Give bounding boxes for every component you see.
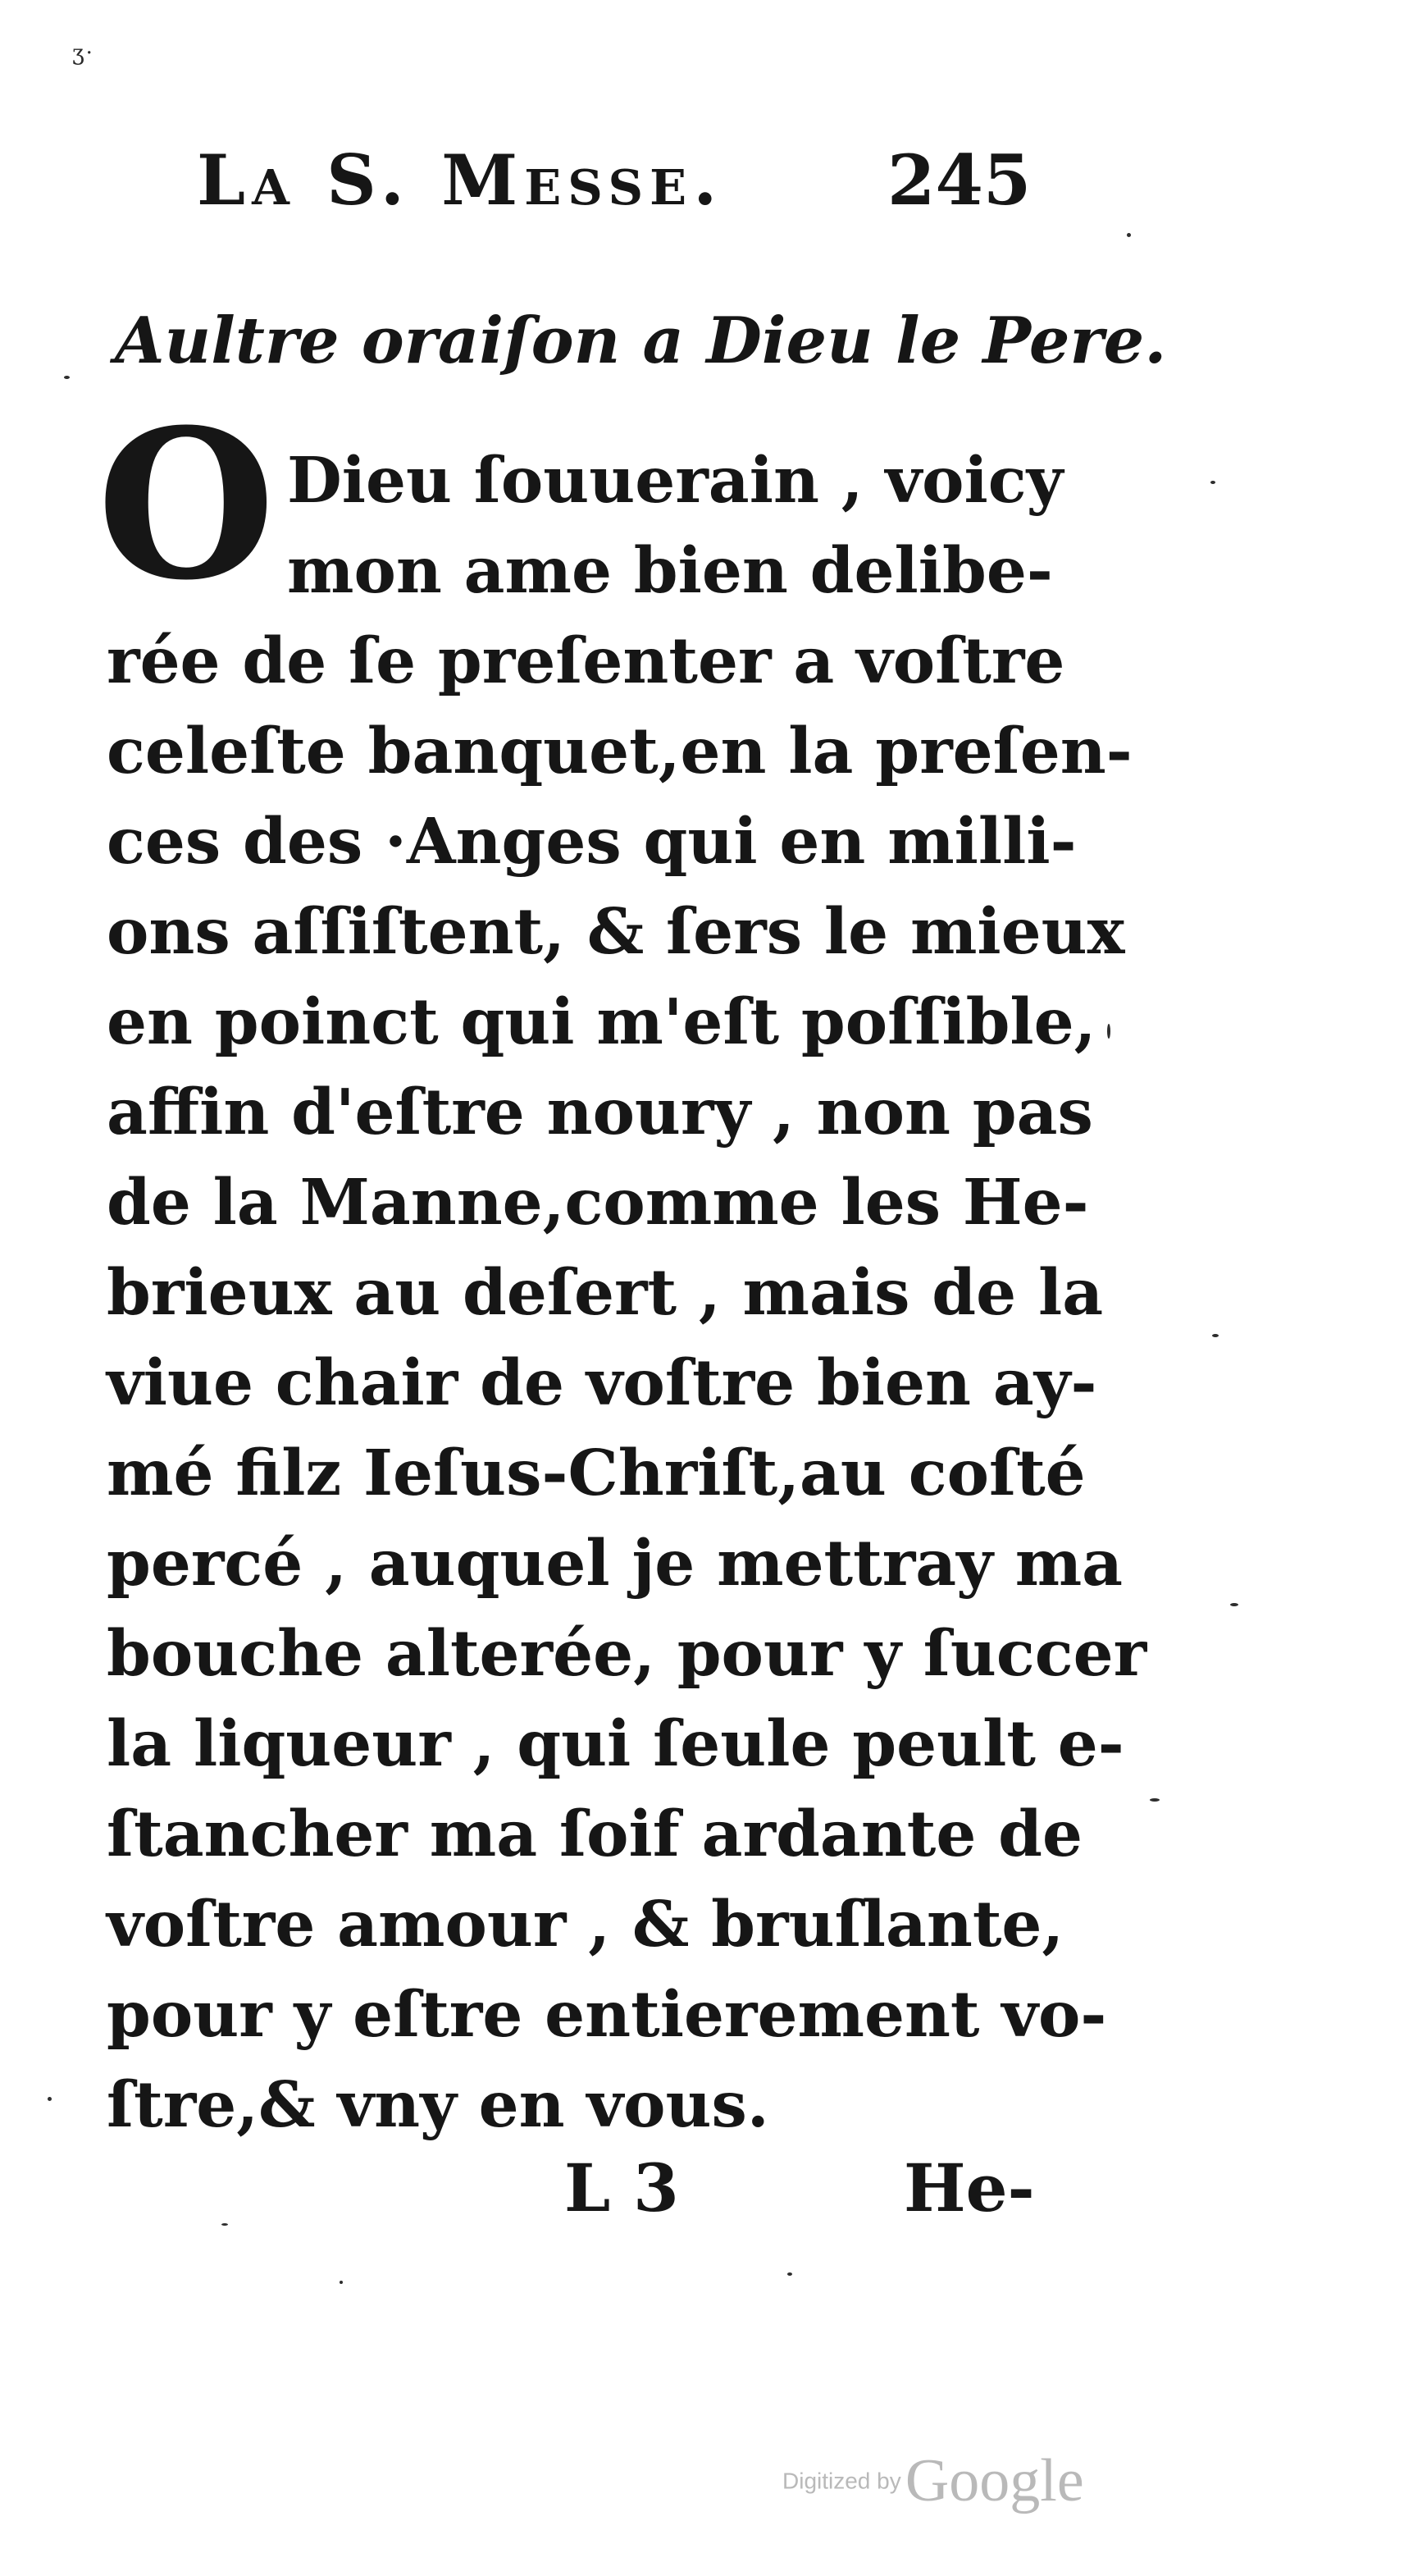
signature-mark: L 3 (564, 2149, 679, 2227)
text-line: percé , auquel je mettray ma (107, 1527, 1124, 1601)
text-line: pour y eſtre entierement vo- (107, 1978, 1107, 2052)
corner-mark: ʒ· (72, 41, 94, 66)
ink-speck (1230, 1603, 1238, 1606)
text-line: mé filz Ieſus-Chriſt,au coſté (107, 1436, 1086, 1510)
text-line: mon ame bien delibe- (287, 534, 1053, 608)
text-line: ſtancher ma ſoif ardante de (107, 1797, 1083, 1871)
text-line: brieux au deſert , mais de la (107, 1256, 1104, 1330)
text-line: ſtre,& vny en vous. (107, 2068, 769, 2142)
drop-cap: O (97, 384, 276, 625)
ink-speck (1127, 233, 1131, 237)
ink-speck (1150, 1798, 1160, 1802)
text-line: ces des ·Anges qui en milli- (107, 805, 1077, 879)
ink-speck (340, 2281, 343, 2284)
text-line: bouche alterée, pour y ſuccer (107, 1617, 1147, 1691)
ink-speck (48, 2097, 52, 2101)
section-heading: Aultre oraiſon a Dieu le Pere. (115, 304, 1167, 378)
digitization-watermark (782, 2446, 1084, 2516)
page-number: 245 (887, 139, 1032, 221)
text-line: voſtre amour , & bruſlante, (107, 1888, 1064, 1962)
ink-speck (787, 2272, 792, 2276)
text-line: celeſte banquet,en la preſen- (107, 715, 1133, 788)
ink-speck (1212, 1334, 1219, 1337)
text-line: la liqueur , qui ſeule peult e- (107, 1707, 1124, 1781)
text-line: en poinct qui m'eſt poſſible, (107, 985, 1096, 1059)
ink-speck (1210, 481, 1215, 484)
text-line: ons aſſiſtent, & ſers le mieux (107, 895, 1125, 969)
text-line: affin d'eſtre noury , non pas (107, 1076, 1093, 1149)
text-line: de la Manne,comme les He- (107, 1166, 1089, 1240)
text-line: viue chair de voſtre bien ay- (107, 1346, 1097, 1420)
ink-speck (64, 376, 70, 379)
catchword: He- (904, 2149, 1035, 2227)
ink-speck (1107, 1024, 1110, 1039)
text-line: rée de ſe preſenter a voſtre (107, 624, 1065, 698)
watermark-prefix: Digitized by (782, 2468, 901, 2494)
watermark-brand: Google (905, 2447, 1084, 2514)
text-line: Dieu ſouuerain , voicy (287, 444, 1064, 518)
ink-speck (221, 2223, 228, 2226)
running-head: La S. Messe. (197, 139, 724, 221)
